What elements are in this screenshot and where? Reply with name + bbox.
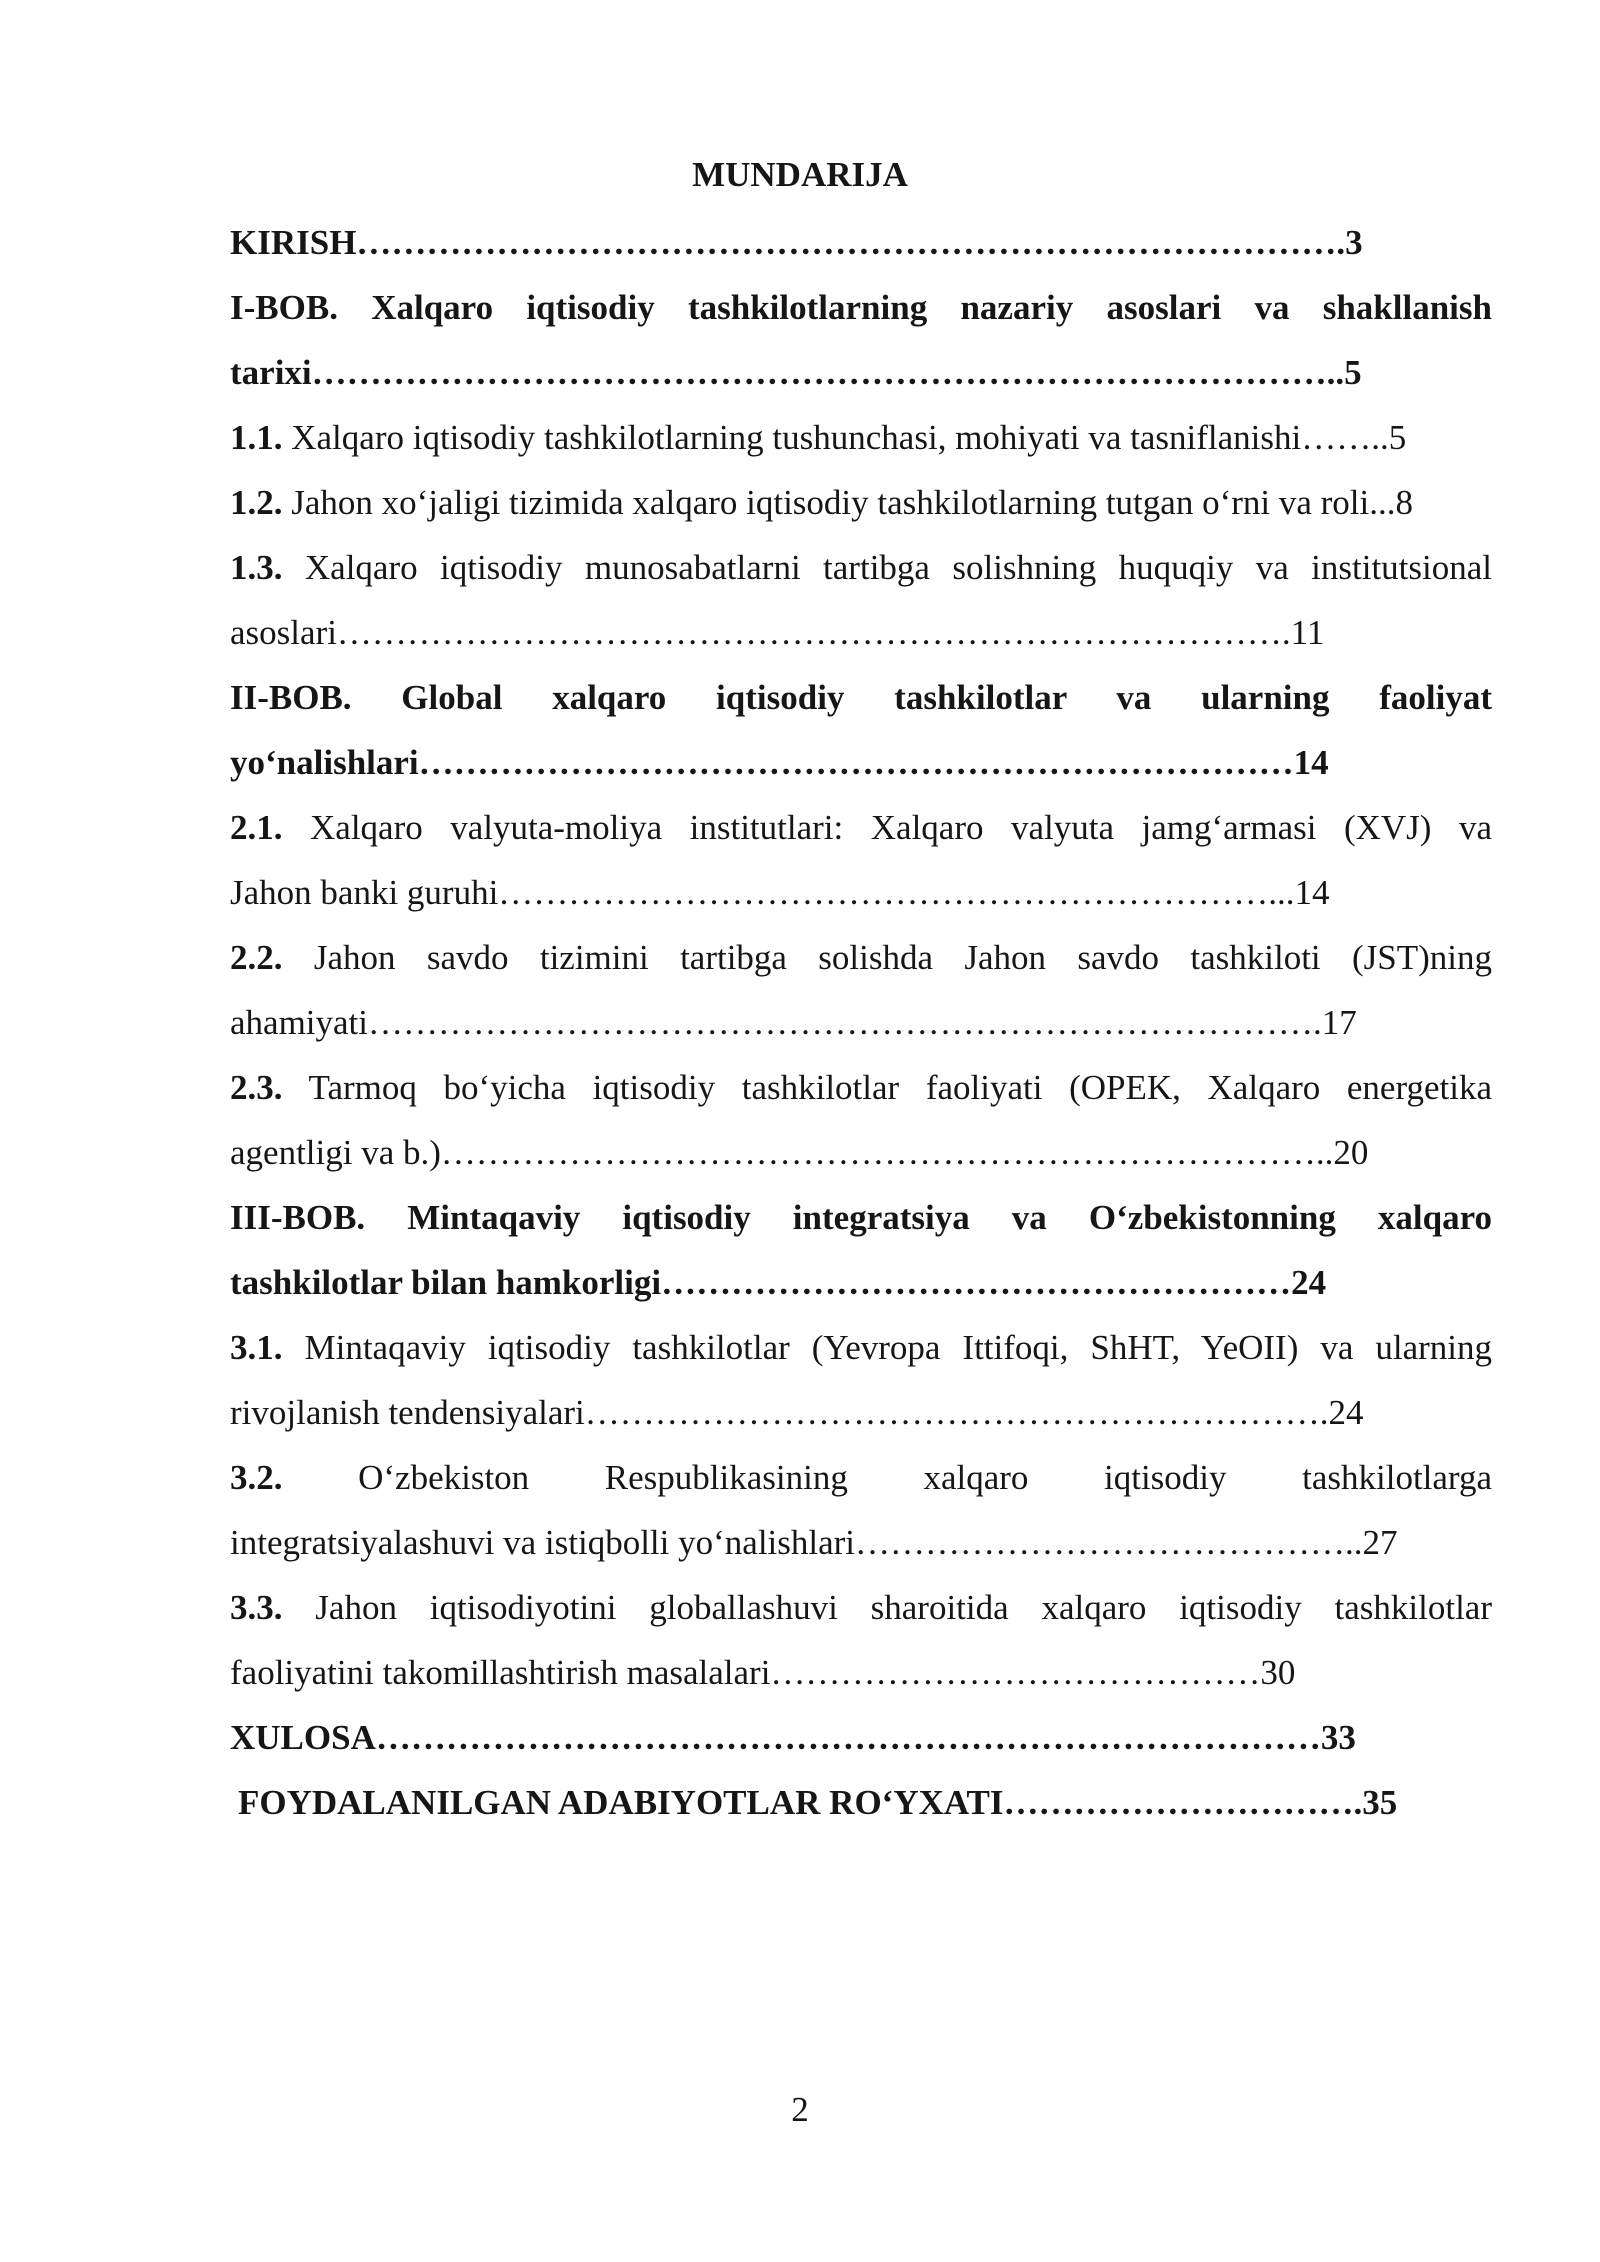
toc-entry-section-3-1-line-1 xyxy=(230,1315,1492,1380)
section-number: 1.2. xyxy=(230,483,283,522)
section-number: 2.3. xyxy=(230,1068,283,1107)
toc-entry-section-1-3-line-1 xyxy=(230,535,1492,600)
toc-entry-section-3-3-line-1 xyxy=(230,1575,1492,1640)
toc-entry-section-3-2-line-1 xyxy=(230,1445,1492,1510)
toc-entry-kirish: KIRISH………………………………………………………………………….3 xyxy=(230,223,1363,262)
section-number: 3.1. xyxy=(230,1328,283,1367)
section-number: 2.2. xyxy=(230,938,283,977)
section-number: 3.2. xyxy=(230,1458,283,1497)
section-title: Jahon savdo tizimini tartibga solishda Jahon savdo tashkiloti (JST)ning xyxy=(282,938,1492,977)
toc-entry-section-2-1-line-2: Jahon banki guruhi…………………………………………………………...14 xyxy=(230,873,1330,912)
toc-entry-section-2-3-line-2: agentligi va b.)…………………………………………………………………..20 xyxy=(230,1133,1369,1172)
page-number: 2 xyxy=(791,2090,809,2129)
toc-entry-section-2-2-line-2: ahamiyati……………………………………………………………………….17 xyxy=(230,1003,1357,1042)
section-number: 2.1. xyxy=(230,808,283,847)
section-title: Mintaqaviy iqtisodiy tashkilotlar (Yevropa Ittifoqi, ShHT, YeOII) va ularning xyxy=(282,1328,1492,1367)
toc-entry-section-2-2-line-1 xyxy=(230,925,1492,990)
toc-entry-chapter-2-line-2: yo‘nalishlari…………………………………………………………………14 xyxy=(230,743,1329,782)
section-title: O‘zbekiston Respublikasining xalqaro iqtisodiy tashkilotlarga xyxy=(282,1458,1492,1497)
section-number: 1.1. xyxy=(230,418,283,457)
section-number: 3.3. xyxy=(230,1588,283,1627)
toc-entry-section-3-1-line-2: rivojlanish tendensiyalari……………………………………………………….24 xyxy=(230,1393,1364,1432)
page-title: MUNDARIJA xyxy=(692,155,908,194)
section-title: Xalqaro iqtisodiy munosabatlarni tartibga solishning huquqiy va institutsional xyxy=(282,548,1492,587)
toc-entry-section-1-2 xyxy=(230,470,1492,535)
table-of-contents xyxy=(230,210,1492,1835)
toc-entry-section-1-3-line-2: asoslari……………………………………………………………………….11 xyxy=(230,613,1325,652)
toc-entry-section-2-3-line-1 xyxy=(230,1055,1492,1120)
toc-entry-references: FOYDALANILGAN ADABIYOTLAR RO‘YXATI………………………….35 xyxy=(238,1783,1398,1822)
toc-entry-xulosa: XULOSA………………………………………………………………………33 xyxy=(230,1718,1356,1757)
toc-entry-chapter-2-line-1: II-BOB. Global xalqaro iqtisodiy tashkilotlar va ularning faoliyat xyxy=(230,678,1492,717)
toc-entry-chapter-3-line-1: III-BOB. Mintaqaviy iqtisodiy integratsiya va O‘zbekistonning xalqaro xyxy=(230,1198,1492,1237)
section-number: 1.3. xyxy=(230,548,283,587)
toc-entry-section-3-3-line-2: faoliyatini takomillashtirish masalalari……………………………………30 xyxy=(230,1653,1296,1692)
toc-entry-chapter-1-line-1: I-BOB. Xalqaro iqtisodiy tashkilotlarning nazariy asoslari va shakllanish xyxy=(230,288,1492,327)
section-title: Xalqaro iqtisodiy tashkilotlarning tushunchasi, mohiyati va tasniflanishi……..5 xyxy=(282,418,1407,457)
section-title: Xalqaro valyuta-moliya institutlari: Xalqaro valyuta jamg‘armasi (XVJ) va xyxy=(282,808,1492,847)
section-title: Jahon xo‘jaligi tizimida xalqaro iqtisodiy tashkilotlarning tutgan o‘rni va roli...8 xyxy=(282,483,1413,522)
toc-entry-section-3-2-line-2: integratsiyalashuvi va istiqbolli yo‘nalishlari……………………………………..27 xyxy=(230,1523,1398,1562)
toc-entry-section-2-1-line-1 xyxy=(230,795,1492,860)
section-title: Tarmoq bo‘yicha iqtisodiy tashkilotlar faoliyati (OPEK, Xalqaro energetika xyxy=(282,1068,1492,1107)
toc-entry-section-1-1 xyxy=(230,405,1492,470)
section-title: Jahon iqtisodiyotini globallashuvi sharoitida xalqaro iqtisodiy tashkilotlar xyxy=(282,1588,1492,1627)
toc-entry-chapter-3-line-2: tashkilotlar bilan hamkorligi………………………………………………24 xyxy=(230,1263,1327,1302)
toc-entry-chapter-1-line-2: tarixi……………………………………………………………………………..5 xyxy=(230,353,1362,392)
